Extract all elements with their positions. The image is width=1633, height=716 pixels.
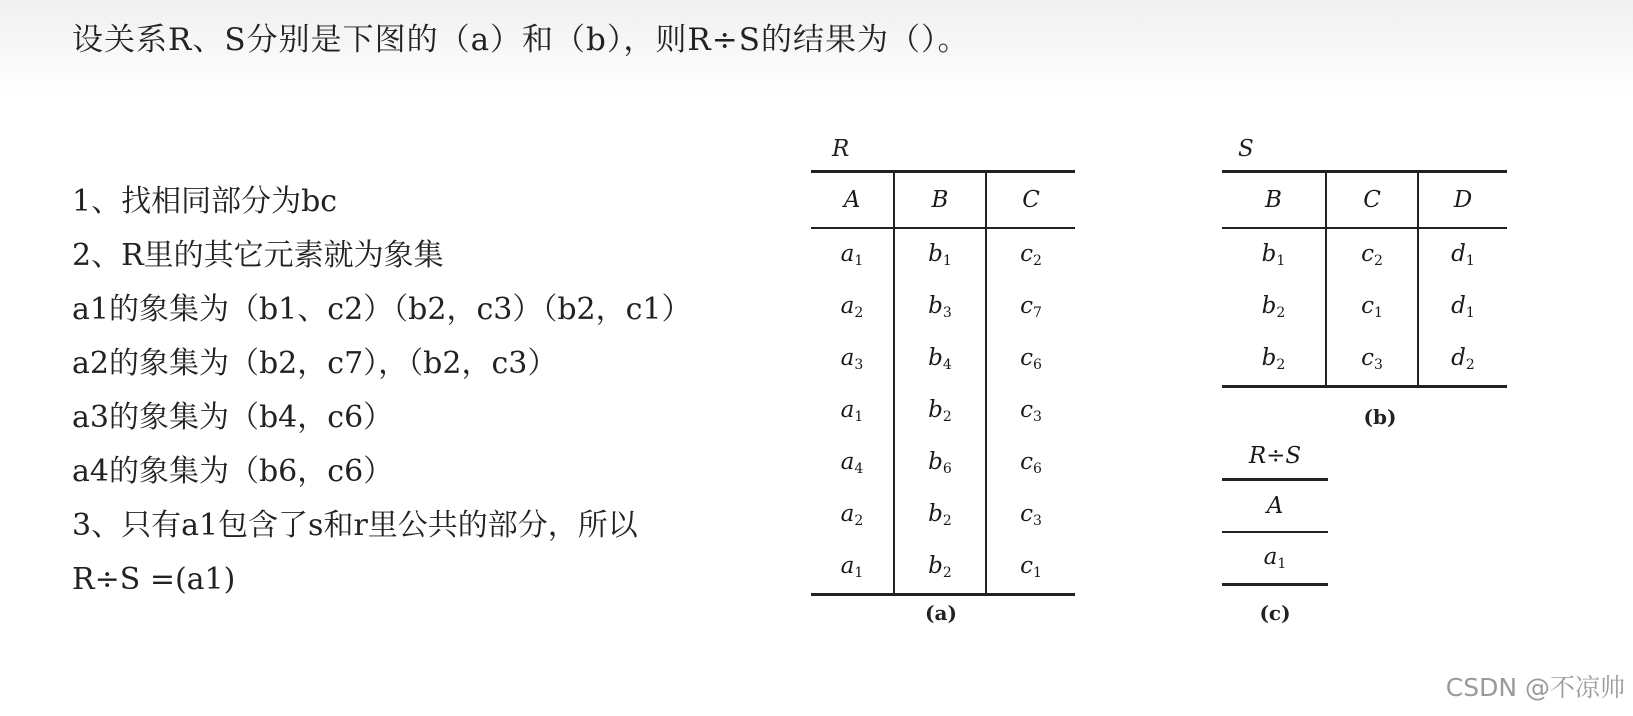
cell-subscript: 1: [1276, 253, 1286, 269]
cell-subscript: 1: [1465, 253, 1475, 269]
table-cell: [986, 541, 1075, 595]
cell-base: c: [1020, 553, 1033, 579]
table-row: [1222, 281, 1507, 333]
cell-base: c: [1361, 241, 1374, 267]
table-cell: [894, 489, 986, 541]
cell-subscript: 6: [1032, 357, 1042, 373]
table-cell: [894, 281, 986, 333]
table-cell: [894, 333, 986, 385]
cell-subscript: 6: [1032, 461, 1042, 477]
table-cell: [811, 437, 894, 489]
table-row: [811, 489, 1075, 541]
table-cell: [894, 437, 986, 489]
step-line: R÷S =(a1): [72, 562, 236, 597]
table-row: [1222, 333, 1507, 387]
cell-subscript: 7: [1032, 305, 1042, 321]
column-header: A: [811, 172, 894, 229]
table-s-caption: (b): [1363, 405, 1397, 429]
table-cell: [986, 333, 1075, 385]
result-header-row: [1222, 480, 1328, 533]
cell-base: c: [1020, 501, 1033, 527]
cell-base: b: [1261, 241, 1277, 267]
cell-subscript: 2: [854, 513, 864, 529]
cell-base: b: [1261, 293, 1277, 319]
table-c-caption: (c): [1259, 601, 1291, 625]
cell-subscript: 6: [942, 461, 952, 477]
cell-subscript: 3: [1032, 409, 1042, 425]
table-cell: [1222, 333, 1326, 387]
cell-subscript: 2: [1373, 253, 1383, 269]
cell-base: b: [928, 553, 943, 579]
question-text: 设关系R、S分别是下图的（a）和（b），则R÷S的结果为（）。: [72, 22, 970, 58]
cell-subscript: 3: [1032, 513, 1042, 529]
cell-subscript: 2: [942, 565, 952, 581]
cell-subscript: 1: [1032, 565, 1042, 581]
cell-subscript: 2: [1276, 357, 1286, 373]
table-row: [811, 333, 1075, 385]
table-cell: [811, 541, 894, 595]
table-row: [811, 281, 1075, 333]
table-cell: [1326, 333, 1418, 387]
cell-base: b: [928, 397, 943, 423]
column-header: D: [1418, 172, 1507, 229]
watermark: CSDN @不凉帅: [1445, 673, 1625, 702]
cell-base: a: [840, 553, 855, 579]
cell-subscript: 2: [942, 513, 952, 529]
cell-subscript: 3: [942, 305, 952, 321]
column-header: A: [1222, 480, 1328, 533]
table-r-caption: (a): [925, 601, 957, 625]
table-cell: [1222, 532, 1328, 585]
cell-subscript: 1: [854, 565, 864, 581]
cell-base: c: [1020, 397, 1033, 423]
step-line: a2的象集为（b2，c7），（b2，c3）: [72, 346, 558, 381]
result-value-row: [1222, 532, 1328, 585]
cell-subscript: 4: [942, 357, 952, 373]
cell-subscript: 4: [854, 461, 864, 477]
cell-subscript: 1: [854, 253, 864, 269]
table-s-name: S: [1238, 136, 1254, 162]
table-cell: [811, 489, 894, 541]
table-cell: [894, 228, 986, 281]
table-cell: [1418, 228, 1507, 281]
cell-base: b: [928, 345, 943, 371]
table-cell: [894, 541, 986, 595]
cell-base: d: [1451, 293, 1466, 319]
cell-base: a: [840, 449, 855, 475]
cell-subscript: 1: [1277, 556, 1287, 572]
table-header-row: [811, 172, 1075, 229]
table-cell: [1326, 281, 1418, 333]
column-header: B: [894, 172, 986, 229]
cell-base: b: [928, 449, 943, 475]
result-table-name: R÷S: [1222, 434, 1328, 480]
table-cell: [811, 385, 894, 437]
table-row: [811, 437, 1075, 489]
table-r-name: R: [832, 136, 850, 162]
step-line: 3、只有a1包含了s和r里公共的部分，所以: [72, 508, 638, 543]
cell-subscript: 1: [1373, 305, 1383, 321]
step-line: a1的象集为（b1、c2）（b2，c3）（b2，c1）: [72, 292, 692, 327]
cell-subscript: 1: [1465, 305, 1475, 321]
table-row: [1222, 228, 1507, 281]
cell-base: a: [840, 241, 855, 267]
cell-base: c: [1020, 241, 1033, 267]
result-table: [1222, 434, 1328, 586]
cell-subscript: 3: [1373, 357, 1383, 373]
column-header: B: [1222, 172, 1326, 229]
cell-subscript: 3: [854, 357, 864, 373]
solution-steps: [72, 175, 692, 607]
cell-base: d: [1451, 345, 1466, 371]
cell-subscript: 2: [1276, 305, 1286, 321]
cell-base: c: [1020, 449, 1033, 475]
cell-subscript: 2: [1032, 253, 1042, 269]
cell-base: b: [928, 501, 943, 527]
table-cell: [1326, 228, 1418, 281]
table-cell: [986, 385, 1075, 437]
cell-base: c: [1020, 293, 1033, 319]
cell-subscript: 2: [942, 409, 952, 425]
table-cell: [1222, 281, 1326, 333]
table-cell: [894, 385, 986, 437]
table-r-body: [811, 228, 1075, 595]
table-cell: [811, 228, 894, 281]
step-line: a3的象集为（b4，c6）: [72, 400, 394, 435]
table-cell: [1418, 281, 1507, 333]
table-cell: [1418, 333, 1507, 387]
column-header: C: [1326, 172, 1418, 229]
cell-subscript: 1: [942, 253, 952, 269]
step-line: 1、找相同部分为bc: [72, 184, 338, 219]
table-header-row: [1222, 172, 1507, 229]
step-line: 2、R里的其它元素就为象集: [72, 238, 444, 273]
cell-base: a: [840, 345, 855, 371]
column-header: C: [986, 172, 1075, 229]
cell-base: b: [928, 241, 943, 267]
cell-base: a: [840, 397, 855, 423]
table-cell: [986, 281, 1075, 333]
table-s-body: [1222, 228, 1507, 387]
table-row: [811, 228, 1075, 281]
cell-base: a: [840, 501, 855, 527]
cell-subscript: 2: [1465, 357, 1475, 373]
cell-base: b: [928, 293, 943, 319]
cell-base: a: [840, 293, 855, 319]
table-row: [811, 541, 1075, 595]
relation-s-table: [1222, 170, 1507, 388]
cell-base: c: [1020, 345, 1033, 371]
cell-base: c: [1361, 293, 1374, 319]
step-line: a4的象集为（b6，c6）: [72, 454, 394, 489]
cell-subscript: 2: [854, 305, 864, 321]
cell-base: c: [1361, 345, 1374, 371]
table-cell: [986, 489, 1075, 541]
cell-subscript: 1: [854, 409, 864, 425]
table-row: [811, 385, 1075, 437]
table-cell: [811, 281, 894, 333]
cell-base: d: [1451, 241, 1466, 267]
cell-base: a: [1263, 544, 1278, 570]
table-cell: [1222, 228, 1326, 281]
table-cell: [986, 228, 1075, 281]
table-cell: [811, 333, 894, 385]
relation-r-table: [811, 170, 1075, 596]
table-cell: [986, 437, 1075, 489]
cell-base: b: [1261, 345, 1277, 371]
result-name-row: [1222, 434, 1328, 480]
